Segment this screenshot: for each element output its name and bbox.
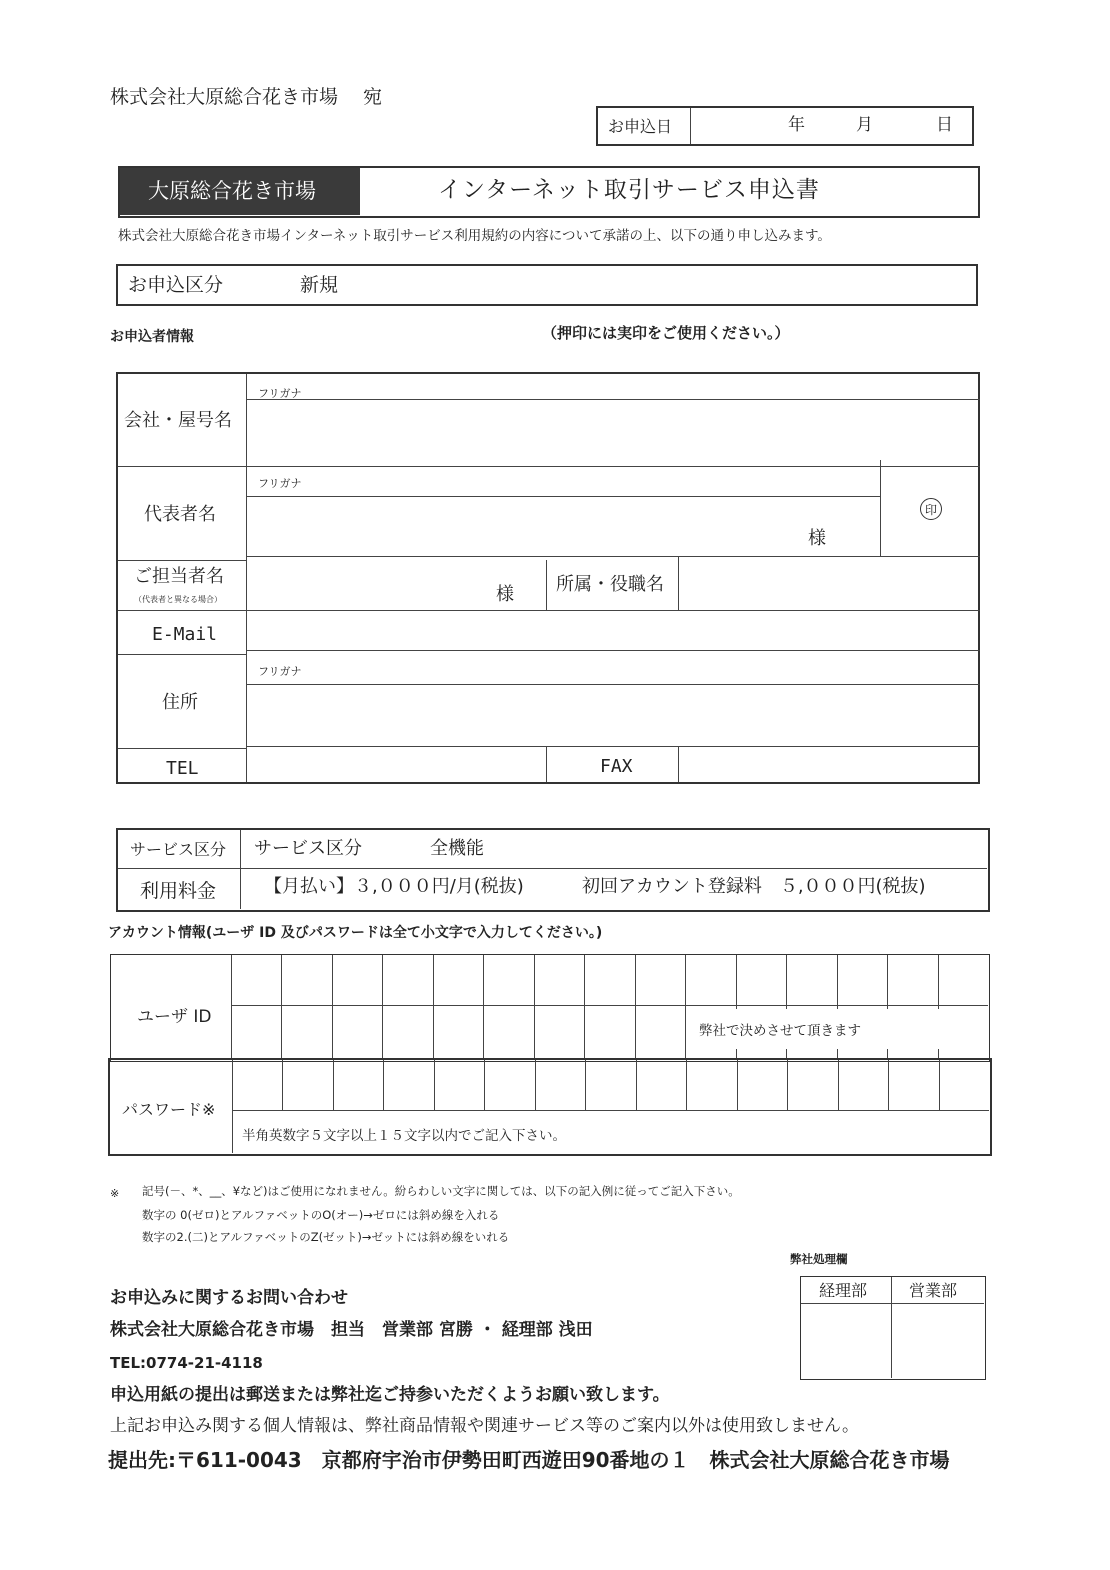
uid-grid-cell[interactable]	[534, 1007, 584, 1059]
contact-tel: TEL:0774-21-4118	[110, 1354, 263, 1372]
company-furigana-field[interactable]	[248, 374, 978, 398]
uid-grid-cell[interactable]	[736, 955, 786, 1007]
pw-grid-cell[interactable]	[939, 1060, 989, 1110]
uid-grid-cell[interactable]	[433, 1007, 483, 1059]
contact-note: （代表者と異なる場合）	[134, 595, 222, 604]
pw-grid-cell[interactable]	[535, 1060, 585, 1110]
contact-honorific: 様	[496, 584, 514, 605]
addressee: 株式会社大原総合花き市場 宛	[110, 86, 383, 108]
pw-grid-cell[interactable]	[232, 1060, 282, 1110]
application-type-label: お申込区分	[128, 274, 224, 296]
notes-line1: 記号(－、*、__、¥など)はご使用になれません。紛らわしい文字に関しては、以下の記入例に従ってご記入下さい。	[142, 1184, 740, 1198]
uid-grid-cell[interactable]	[584, 1007, 634, 1059]
email-label: E-Mail	[152, 624, 218, 645]
password-label: パスワード※	[122, 1100, 216, 1119]
fax-label: FAX	[600, 756, 633, 777]
email-field[interactable]	[248, 612, 978, 652]
representative-honorific: 様	[808, 528, 826, 549]
uid-grid-cell[interactable]	[281, 1007, 331, 1059]
pw-grid-cell[interactable]	[333, 1060, 383, 1110]
fax-field[interactable]	[680, 748, 978, 782]
seal-mark: 印	[920, 498, 942, 520]
pw-grid-cell[interactable]	[585, 1060, 635, 1110]
uid-grid-cell[interactable]	[483, 955, 533, 1007]
uid-grid-cell[interactable]	[887, 955, 937, 1007]
notes-line3: 数字の2.(二)とアルファベットのZ(ゼット)→ゼットには斜め線をいれる	[142, 1230, 510, 1244]
uid-grid-cell[interactable]	[483, 1007, 533, 1059]
uid-grid-cell[interactable]	[584, 955, 634, 1007]
submission-address: 提出先:〒611-0043 京都府宇治市伊勢田町西遊田90番地の１ 株式会社大原総合花き市場	[108, 1448, 950, 1472]
uid-grid-cell[interactable]	[635, 1007, 685, 1059]
service-category-label: サービス区分	[130, 840, 227, 859]
uid-grid-cell[interactable]	[382, 955, 432, 1007]
uid-grid-cell[interactable]	[231, 955, 281, 1007]
pw-grid-cell[interactable]	[484, 1060, 534, 1110]
uid-grid-cell[interactable]	[382, 1007, 432, 1059]
address-label: 住所	[162, 692, 198, 713]
application-date-year: 年	[788, 115, 805, 135]
uid-grid-cell[interactable]	[534, 955, 584, 1007]
password-grid[interactable]	[232, 1060, 989, 1110]
uid-grid-cell[interactable]	[837, 955, 887, 1007]
fee-initial: 初回アカウント登録料 ５,０００円(税抜)	[582, 876, 926, 897]
brand-name: 大原総合花き市場	[148, 179, 316, 203]
form-header	[118, 166, 980, 218]
submission-note: 申込用紙の提出は郵送または弊社迄ご持参いただくようお願い致します。	[110, 1385, 670, 1405]
representative-label: 代表者名	[144, 504, 216, 525]
fee-monthly: 【月払い】３,０００円/月(税抜)	[264, 876, 524, 897]
application-type-value: 新規	[300, 274, 339, 296]
uid-grid-cell[interactable]	[786, 955, 836, 1007]
company-furigana-label: フリガナ	[258, 387, 302, 400]
contact-title: お申込みに関するお問い合わせ	[110, 1288, 348, 1308]
brand-block	[120, 168, 360, 215]
application-date-box	[596, 106, 974, 146]
application-date-label: お申込日	[608, 117, 673, 136]
pw-grid-cell[interactable]	[383, 1060, 433, 1110]
application-date-field[interactable]	[692, 108, 972, 144]
privacy-note: 上記お申込み関する個人情報は、弊社商品情報や関連サービス等のご案内以外は使用致しません。	[110, 1416, 860, 1436]
form-title: インターネット取引サービス申込書	[438, 177, 820, 203]
account-section-title: アカウント情報(ユーザ ID 及びパスワードは全て小文字で入力してください。)	[108, 925, 603, 941]
company-label: 会社・屋号名	[124, 410, 232, 431]
office-use-box	[800, 1276, 986, 1380]
uid-grid-cell[interactable]	[685, 955, 735, 1007]
office-sales-label: 営業部	[909, 1281, 958, 1300]
user-id-label: ユーザ ID	[137, 1007, 212, 1027]
user-id-table	[110, 954, 990, 1062]
office-accounting-stamp-field[interactable]	[801, 1305, 890, 1377]
contact-label: ご担当者名	[134, 566, 224, 587]
notes-line2: 数字の 0(ゼロ)とアルファベットのO(オー)→ゼロには斜め線を入れる	[142, 1208, 500, 1222]
office-use-title: 弊社処理欄	[790, 1252, 848, 1266]
dept-field[interactable]	[680, 558, 978, 608]
company-name-field[interactable]	[248, 401, 978, 464]
application-type-box	[116, 264, 978, 306]
password-table	[108, 1058, 992, 1156]
contact-staff: 株式会社大原総合花き市場 担当 営業部 宮勝 ・ 経理部 浅田	[110, 1320, 593, 1340]
address-furigana-field[interactable]	[248, 652, 978, 682]
pw-grid-cell[interactable]	[787, 1060, 837, 1110]
office-sales-stamp-field[interactable]	[893, 1305, 983, 1377]
application-date-day: 日	[936, 115, 953, 135]
representative-furigana-label: フリガナ	[258, 477, 302, 490]
applicant-section-title: お申込者情報	[110, 329, 194, 345]
tel-label: TEL	[166, 758, 199, 779]
pw-grid-cell[interactable]	[282, 1060, 332, 1110]
service-category-value-label: サービス区分	[254, 838, 362, 859]
password-note: 半角英数字５文字以上１５文字以内でご記入下さい。	[242, 1128, 566, 1144]
representative-name-field[interactable]	[248, 498, 878, 558]
uid-grid-cell[interactable]	[433, 955, 483, 1007]
application-date-month: 月	[856, 115, 873, 135]
representative-furigana-field[interactable]	[248, 468, 878, 494]
uid-grid-cell[interactable]	[938, 955, 988, 1007]
uid-grid-cell[interactable]	[635, 955, 685, 1007]
intro-text: 株式会社大原総合花き市場インターネット取引サービス利用規約の内容について承諾の上、以下の通り申し込みます。	[118, 228, 831, 244]
pw-grid-cell[interactable]	[434, 1060, 484, 1110]
seal-note: （押印には実印をご使用ください。）	[542, 324, 790, 342]
uid-grid-cell[interactable]	[332, 955, 382, 1007]
service-category-value: 全機能	[430, 838, 484, 859]
tel-field[interactable]	[248, 748, 546, 782]
dept-label: 所属・役職名	[556, 574, 664, 595]
pw-grid-cell[interactable]	[686, 1060, 736, 1110]
uid-grid-cell[interactable]	[281, 955, 331, 1007]
pw-grid-cell[interactable]	[737, 1060, 787, 1110]
user-id-note: 弊社で決めさせて頂きます	[699, 1023, 861, 1039]
office-accounting-label: 経理部	[819, 1281, 868, 1300]
uid-grid-cell[interactable]	[332, 1007, 382, 1059]
pw-grid-cell[interactable]	[888, 1060, 938, 1110]
applicant-table	[116, 372, 980, 784]
uid-grid-cell[interactable]	[231, 1007, 281, 1059]
pw-grid-cell[interactable]	[838, 1060, 888, 1110]
pw-grid-cell[interactable]	[636, 1060, 686, 1110]
address-furigana-label: フリガナ	[258, 665, 302, 678]
fee-label: 利用料金	[140, 880, 217, 902]
service-table	[116, 828, 990, 912]
notes-mark: ※	[110, 1187, 120, 1200]
address-field[interactable]	[248, 686, 978, 744]
